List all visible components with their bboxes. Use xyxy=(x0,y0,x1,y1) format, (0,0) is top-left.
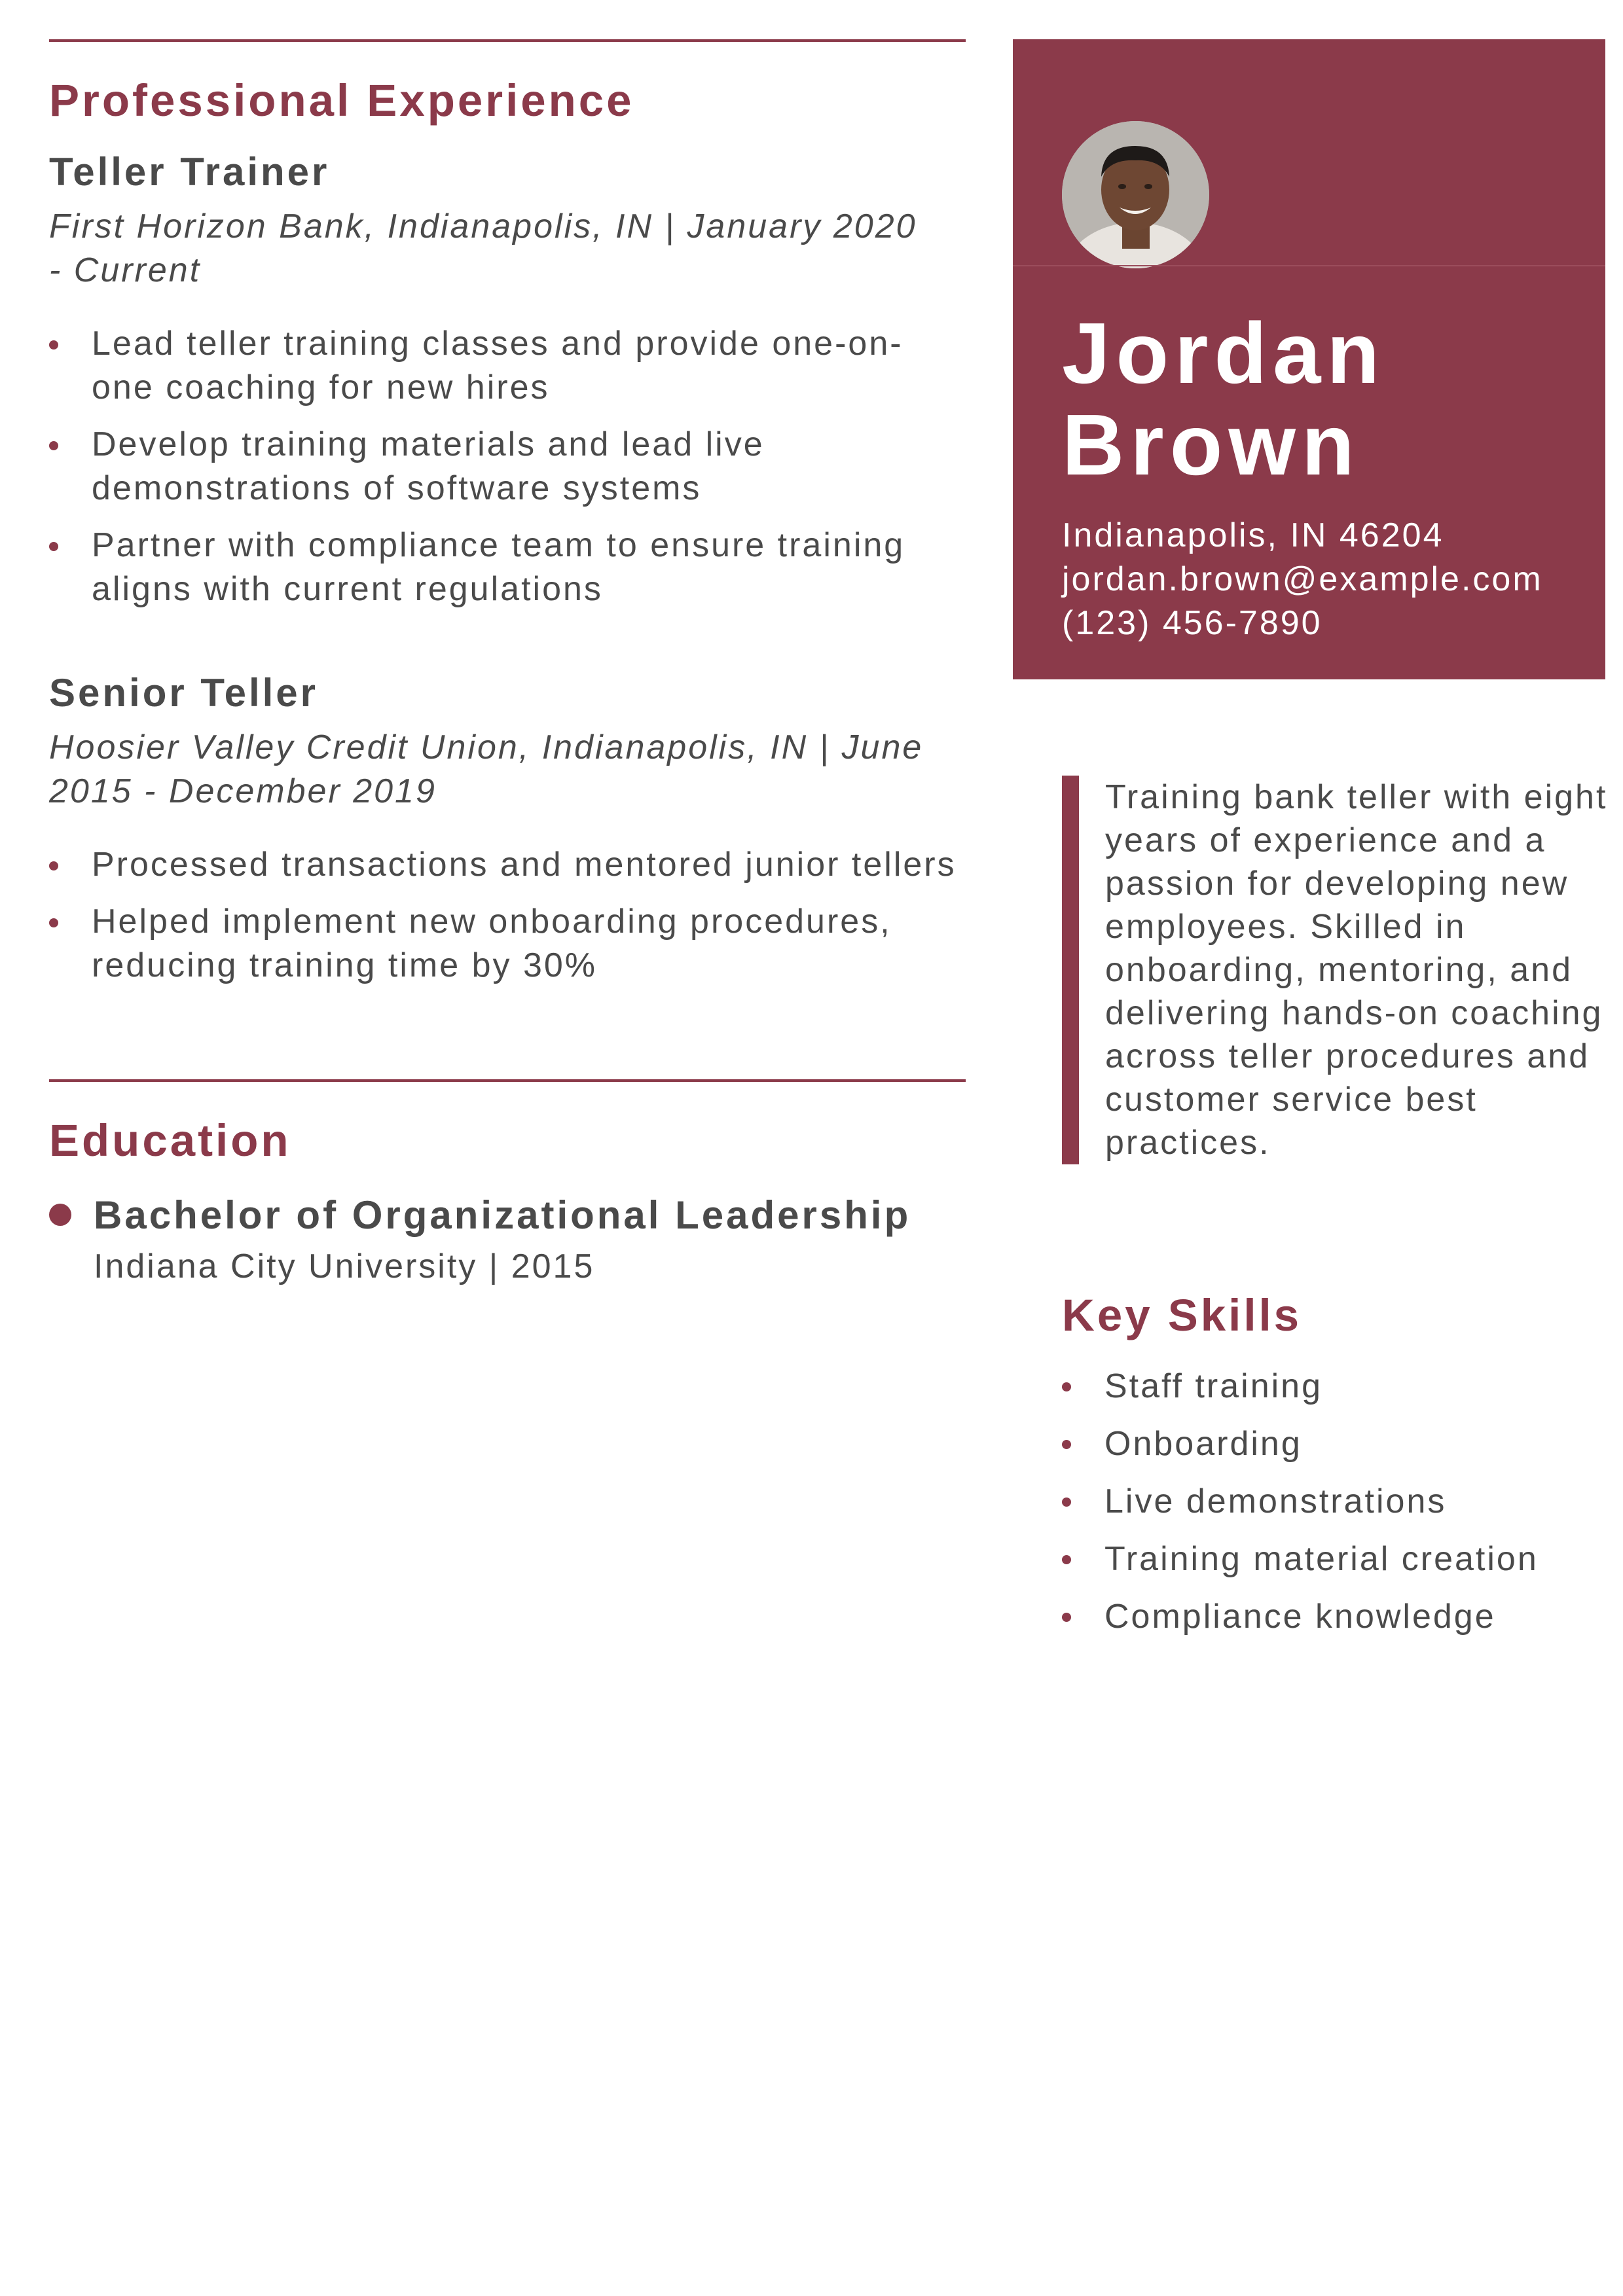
job-bullets xyxy=(49,322,966,611)
profile-summary: Training bank teller with eight years of experience and a passion for developing new employees. Skilled in onboarding, mentoring, and delivering hands-on coaching across teller procedures and customer service best practices. xyxy=(1062,776,1622,1164)
person-photo-icon xyxy=(1062,121,1209,268)
header-box xyxy=(1013,39,1605,679)
education-entry xyxy=(49,1193,966,1289)
school-line: Indiana City University | 2015 xyxy=(94,1247,595,1285)
list-item: Onboarding xyxy=(1062,1415,1599,1473)
job-title: Senior Teller xyxy=(49,671,319,715)
list-item: Partner with compliance team to ensure training aligns with current regulations xyxy=(49,524,966,611)
education-heading: Education xyxy=(49,1115,291,1166)
degree-title: Bachelor of Organizational Leadership xyxy=(94,1193,911,1237)
section-divider xyxy=(49,1079,966,1082)
job-meta: First Horizon Bank, Indianapolis, IN | January 2020 - Current xyxy=(49,207,917,289)
last-name: Brown xyxy=(1062,397,1360,493)
job-title: Teller Trainer xyxy=(49,150,330,194)
list-item: Develop training materials and lead live demonstrations of software systems xyxy=(49,423,966,511)
section-divider xyxy=(49,39,966,42)
list-item: Processed transactions and mentored junior tellers xyxy=(49,843,966,887)
job-meta: Hoosier Valley Credit Union, Indianapolis, IN | June 2015 - December 2019 xyxy=(49,728,924,810)
list-item: Compliance knowledge xyxy=(1062,1588,1599,1645)
experience-heading: Professional Experience xyxy=(49,75,634,126)
list-item: Staff training xyxy=(1062,1357,1599,1415)
skills-section xyxy=(1062,1290,1599,1645)
candidate-name xyxy=(1062,305,1386,493)
job-bullets xyxy=(49,843,966,988)
list-item: Lead teller training classes and provide one-on-one coaching for new hires xyxy=(49,322,966,410)
list-item: Live demonstrations xyxy=(1062,1473,1599,1530)
contact-info xyxy=(1062,514,1543,645)
email-link[interactable]: jordan.brown@example.com xyxy=(1062,560,1543,598)
list-item: Training material creation xyxy=(1062,1530,1599,1588)
first-name: Jordan xyxy=(1062,305,1386,401)
header-divider xyxy=(1013,265,1605,266)
skills-list xyxy=(1062,1357,1599,1645)
profile-photo xyxy=(1062,121,1209,268)
location-text: Indianapolis, IN 46204 xyxy=(1062,516,1444,554)
skills-heading: Key Skills xyxy=(1062,1290,1302,1340)
job-entry xyxy=(49,673,966,988)
phone-text: (123) 456-7890 xyxy=(1062,604,1322,642)
job-entry xyxy=(49,152,966,611)
list-item: Helped implement new onboarding procedures, reducing training time by 30% xyxy=(49,900,966,988)
left-column xyxy=(49,39,966,1289)
bullet-dot-icon xyxy=(49,1204,71,1226)
